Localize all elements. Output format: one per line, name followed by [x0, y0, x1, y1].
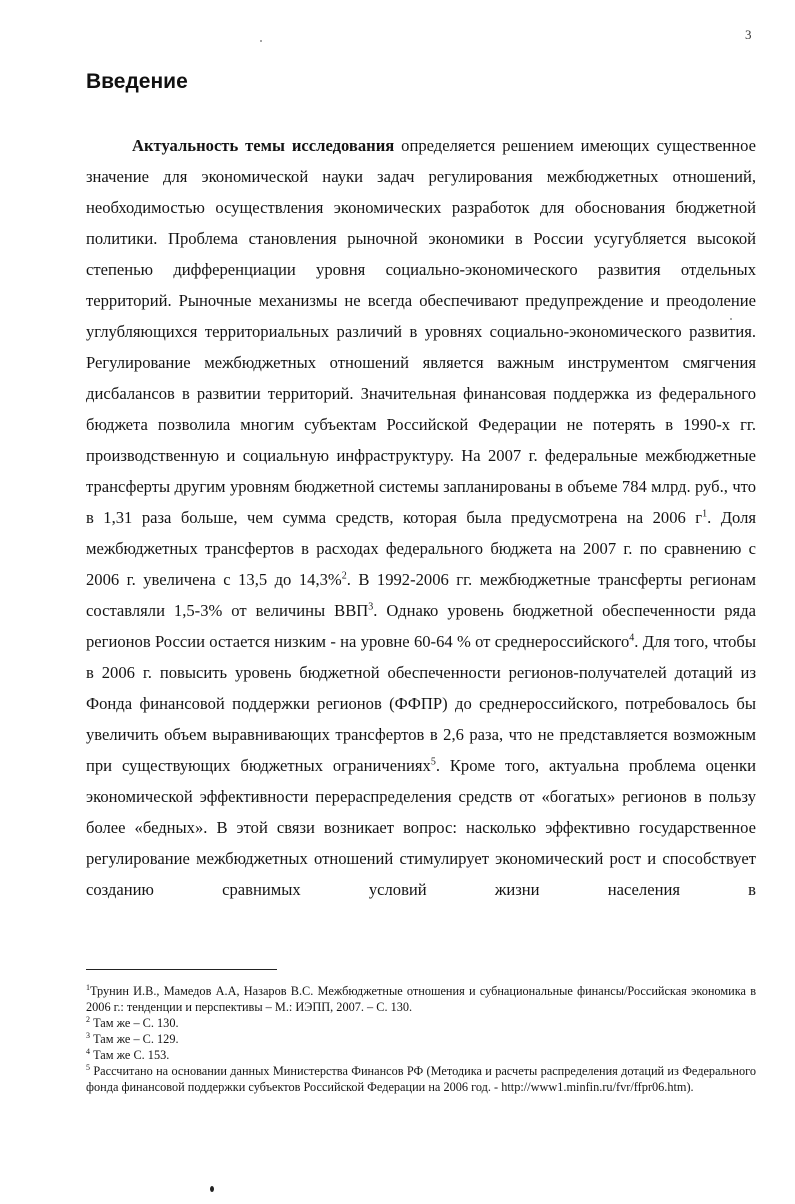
footnote-divider: [86, 969, 277, 970]
page-heading: Введение: [86, 70, 188, 93]
footnote-3: $^3$ Там же – С. 129.: [86, 1030, 179, 1046]
text-part-5: . Для того, чтобы в 2006 г. повысить уровень бюджетной обеспеченности регионов-получателей дотаций из Фонда финансовой поддержки регионов (ФФПР) до среднероссийского, потребовалось бы увеличить объем выравнивающих трансфертов в 2,6 раза, что не представляется возможным при существующих бюджетных ограничениях: [86, 632, 756, 775]
footnote-ref-4: 4: [629, 632, 635, 644]
page-number: 3: [745, 27, 752, 42]
body-paragraph: [86, 130, 756, 905]
text-part-3: . В 1992-2006 гг. межбюджетные трансферты регионам составляли 1,5-3% от величины ВВП: [86, 570, 756, 620]
footnote-ref-1: 1: [702, 508, 708, 520]
text-part-1: определяется решением имеющих существенное значение для экономической науки задач регулирования межбюджетных отношений, необходимостью осуществления экономических разработок для обоснования бюджетной политики. Проблема становления рыночной экономики в России усугубляется высокой степенью дифференциации уровня социально-экономического развития отдельных территорий. Рыночные механизмы не всегда обеспечивают предупреждение и преодоление углубляющихся территориальных различий в уровнях социально-экономического развития. Регулирование межбюджетных отношений является важным инструментом смягчения дисбалансов в развитии территорий. Значительная финансовая поддержка из федерального бюджета позволила многим субъектам Российской Федерации не потерять в 1990-х гг. производственную и социальную инфраструктуру. На 2007 г. федеральные межбюджетные трансферты другим уровням бюджетной системы запланированы в объеме 784 млрд. руб., что в 1,31 раза больше, чем сумма средств, которая была предусмотрена на 2006 г: [86, 136, 756, 527]
text-part-6: . Кроме того, актуальна проблема оценки экономической эффективности перераспределения средств от «богатых» регионов в пользу более «бедных». В этой связи возникает вопрос: насколько эффективно государственное регулирование межбюджетных отношений стимулирует экономический рост и способствует созданию сравнимых условий жизни населения в: [86, 756, 756, 899]
footnote-ref-2: 2: [341, 570, 347, 582]
footnote-5: $^5$ Рассчитано на основании данных Министерства Финансов РФ (Методика и расчеты распределения дотаций из Федерального фонда финансовой поддержки субъектов Российской Федерации на 2006 год. - http://www1.minfin.ru/fvr/ffpr06.htm).: [86, 1062, 756, 1094]
scan-speck: [260, 40, 262, 42]
lead-bold-phrase: Актуальность темы исследования: [132, 136, 395, 155]
text-part-2: . Доля межбюджетных трансфертов в расходах федерального бюджета на 2007 г. по сравнению с 2006 г. увеличена с 13,5 до 14,3%: [86, 508, 757, 589]
footnotes: [86, 983, 756, 1095]
footnote-2: $^2$ Там же – С. 130.: [86, 1014, 179, 1030]
footnote-ref-5: 5: [430, 756, 436, 768]
footnote-1: $^1$Трунин И.В., Мамедов А.А, Назаров В.С. Межбюджетные отношения и субнациональные финансы/Российская экономика в 2006 г.: тенденции и перспективы – М.: ИЭПП, 2007. – С. 130.: [86, 982, 756, 1014]
footnote-4: $^4$ Там же С. 153.: [86, 1046, 170, 1062]
footnote-ref-3: 3: [368, 601, 374, 613]
text-part-4: . Однако уровень бюджетной обеспеченности ряда регионов России остается низким - на уровне 60-64 % от среднероссийского: [86, 601, 756, 651]
scan-speck: [730, 318, 732, 320]
scan-speck: [210, 1186, 214, 1192]
